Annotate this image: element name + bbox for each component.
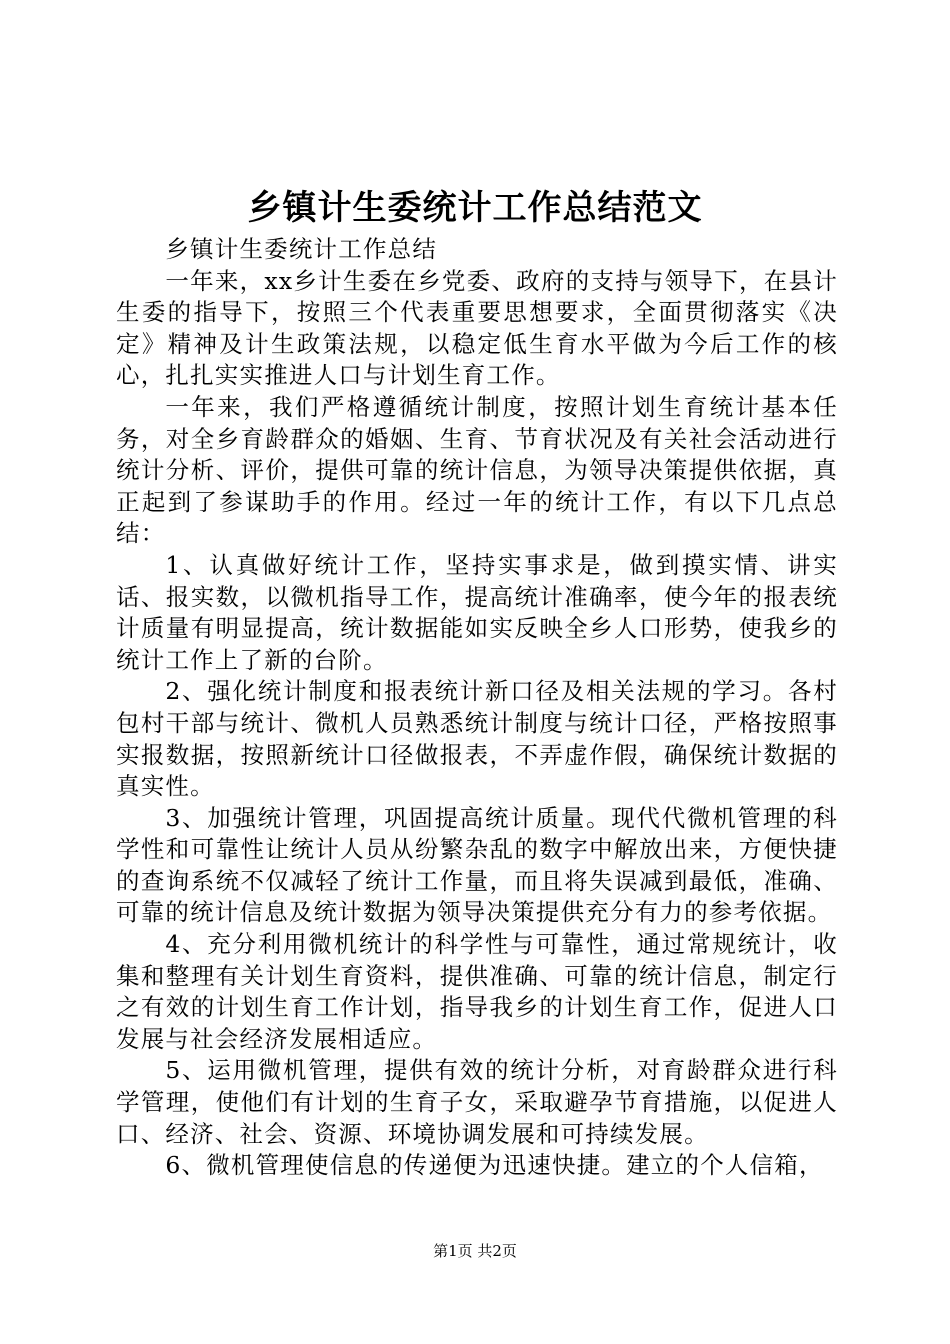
paragraph: 4、充分利用微机统计的科学性与可靠性，通过常规统计，收集和整理有关计划生育资料，提供准确、可靠的统计信息，制定行之有效的计划生育工作计划，指导我乡的计划生育工作，促进人口发展与社会经济发展相适应。: [116, 930, 838, 1053]
document-title: 乡镇计生委统计工作总结范文: [247, 188, 703, 228]
paragraph: 6、微机管理使信息的传递便为迅速快捷。建立的个人信箱，: [165, 1151, 824, 1180]
paragraph: 3、加强统计管理，巩固提高统计质量。现代代微机管理的科学性和可靠性让统计人员从纷繁杂乱的数字中解放出来，方便快捷的查询系统不仅减轻了统计工作量，而且将失误减到最低，准确、可靠的统计信息及统计数据为领导决策提供充分有力的参考依据。: [116, 803, 838, 927]
page-number-footer: 第1页 共2页: [433, 1242, 517, 1260]
paragraph: 5、运用微机管理，提供有效的统计分析，对育龄群众进行科学管理，使他们有计划的生育子女，采取避孕节育措施，以促进人口、经济、社会、资源、环境协调发展和可持续发展。: [116, 1056, 838, 1148]
paragraph: 1、认真做好统计工作，坚持实事求是，做到摸实情、讲实话、报实数，以微机指导工作，提高统计准确率，使今年的报表统计质量有明显提高，统计数据能如实反映全乡人口形势，使我乡的统计工作上了新的台阶。: [116, 550, 838, 674]
paragraph-subtitle: 乡镇计生委统计工作总结: [165, 235, 438, 263]
paragraph: 一年来，xx乡计生委在乡党委、政府的支持与领导下，在县计生委的指导下，按照三个代表重要思想要求，全面贯彻落实《决定》精神及计生政策法规，以稳定低生育水平做为今后工作的核心，扎扎实实推进人口与计划生育工作。: [116, 266, 838, 390]
paragraph: 一年来，我们严格遵循统计制度，按照计划生育统计基本任务，对全乡育龄群众的婚姻、生育、节育状况及有关社会活动进行统计分析、评价，提供可靠的统计信息，为领导决策提供依据，真正起到了参谋助手的作用。经过一年的统计工作，有以下几点总结：: [116, 392, 838, 548]
document-body: [116, 234, 838, 1182]
paragraph: 2、强化统计制度和报表统计新口径及相关法规的学习。各村包村干部与统计、微机人员熟悉统计制度与统计口径，严格按照事实报数据，按照新统计口径做报表，不弄虚作假，确保统计数据的真实性。: [116, 677, 838, 801]
